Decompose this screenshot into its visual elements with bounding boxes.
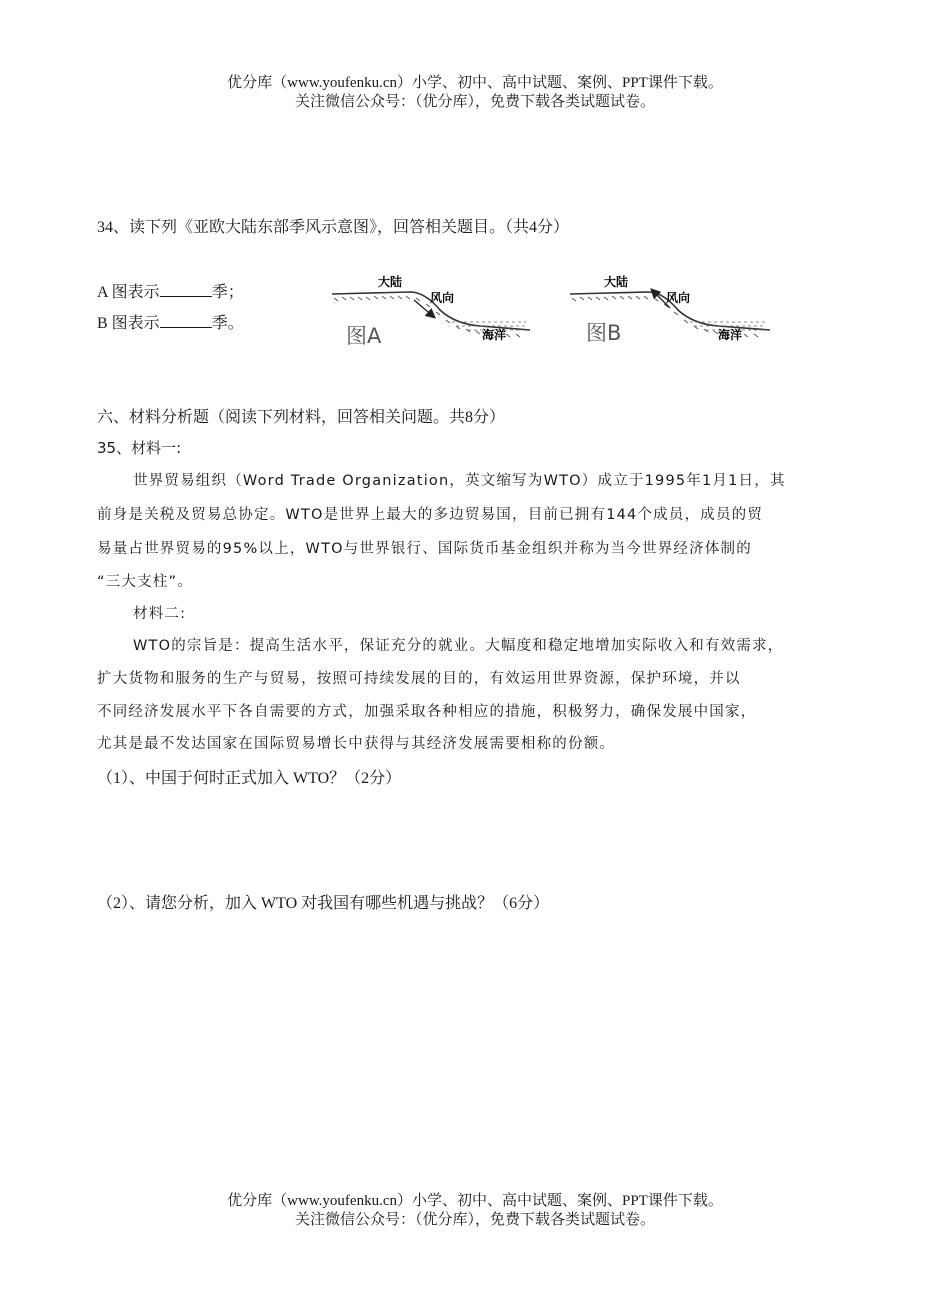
question-35-label: 35、材料一:: [97, 439, 182, 457]
answer-a-suffix: 季；: [211, 284, 244, 301]
monsoon-diagram: [330, 262, 775, 362]
material-1-line-2: 前身是关税及贸易总协定。WTO是世界上最大的多边贸易国，目前已拥有144个成员，成员的贸: [97, 507, 764, 523]
sub-question-1: （1）、中国于何时正式加入 WTO？（2分）: [97, 770, 402, 787]
sea-label-a: 海洋: [482, 328, 507, 342]
question-34-title: 34、读下列《亚欧大陆东部季风示意图》，回答相关题目。（共4分）: [97, 219, 570, 236]
material-2-label: 材料二:: [133, 606, 187, 622]
material-2-line-4: 尤其是最不发达国家在国际贸易增长中获得与其经济发展需要相称的份额。: [97, 736, 616, 752]
figure-label-b: 图B: [586, 321, 622, 345]
page-footer-line-2: 关注微信公众号：（优分库），免费下载各类试题试卷。: [294, 1212, 655, 1228]
material-1-line-4: “三大支柱”。: [97, 574, 193, 590]
answer-b-blank[interactable]: [160, 313, 212, 328]
diagram-b: [570, 274, 770, 345]
page-footer-line-1: 优分库（www.youfenku.cn）小学、初中、高中试题、案例、PPT课件下载。: [227, 1193, 723, 1209]
answer-b-suffix: 季。: [211, 315, 244, 332]
material-1-line-3: 易量占世界贸易的95%以上，WTO与世界银行、国际货币基金组织并称为当今世界经济体制的: [97, 541, 752, 557]
material-2-line-3: 不同经济发展水平下各自需要的方式，加强采取各种相应的措施，积极努力，确保发展中国家，: [97, 704, 757, 720]
page-header-line-2: 关注微信公众号：（优分库），免费下载各类试题试卷。: [294, 94, 655, 110]
material-1-line-1: 世界贸易组织（Word Trade Organization，英文缩写为WTO）成立于1995年1月1日，其: [133, 473, 786, 489]
sub-question-2: （2）、请您分析，加入 WTO 对我国有哪些机遇与挑战？（6分）: [97, 895, 550, 912]
question-34-answer-b: [97, 310, 244, 333]
answer-a-blank[interactable]: [160, 282, 212, 297]
section-6-title: 六、材料分析题（阅读下列材料，回答相关问题。共8分）: [97, 409, 506, 426]
wind-label-b: 风向: [666, 291, 691, 305]
material-2-line-1: WTO的宗旨是：提高生活水平，保证充分的就业。大幅度和稳定地增加实际收入和有效需求，: [133, 638, 784, 654]
diagram-a: [332, 274, 530, 348]
sea-label-b: 海洋: [718, 328, 743, 342]
figure-label-a: 图A: [346, 324, 382, 348]
page-header-line-1: 优分库（www.youfenku.cn）小学、初中、高中试题、案例、PPT课件下载。: [227, 75, 723, 91]
wind-label-a: 风向: [430, 291, 455, 305]
material-2-line-2: 扩大货物和服务的生产与贸易，按照可持续发展的目的，有效运用世界资源，保护环境，并以: [97, 671, 741, 687]
land-label-b: 大陆: [604, 275, 629, 289]
answer-b-prefix: B 图表示: [97, 315, 160, 332]
land-label-a: 大陆: [378, 275, 403, 289]
question-34-answer-a: [97, 279, 244, 302]
answer-a-prefix: A 图表示: [97, 284, 160, 301]
